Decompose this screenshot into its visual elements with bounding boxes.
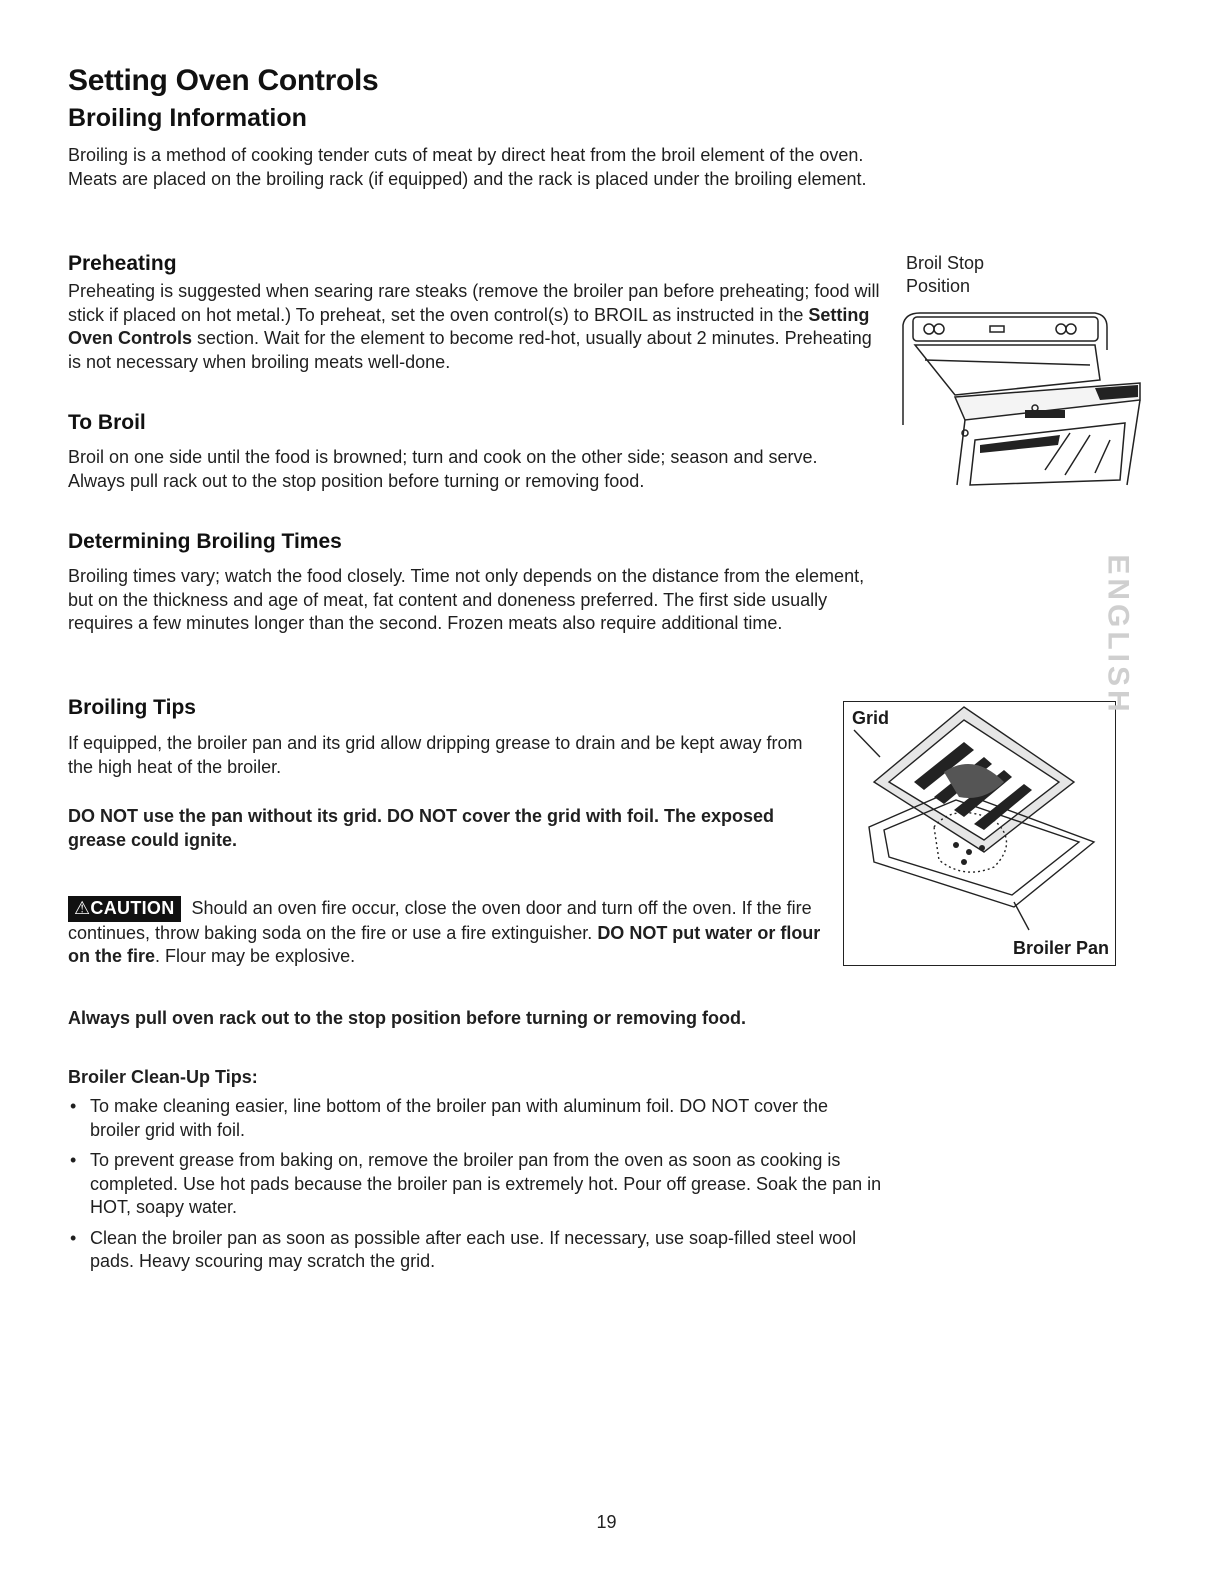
oven-figure-caption: Broil Stop Position xyxy=(906,253,985,296)
section-title: Broiling Information xyxy=(68,104,307,132)
cleanup-list xyxy=(68,1095,883,1281)
always-pull-note: Always pull oven rack out to the stop position before turning or removing food. xyxy=(68,1008,747,1028)
determining-paragraph: Broiling times vary; watch the food closely. Time not only depends on the distance from the element, but on the thickness and age of meat, fat content and doneness preferred. The first side usually requires a few minutes longer than the second. Frozen meats also require additional time. xyxy=(68,566,865,633)
page-number: 19 xyxy=(596,1512,617,1532)
preheating-heading: Preheating xyxy=(68,252,177,275)
broiler-pan-illustration xyxy=(844,702,1115,965)
cleanup-heading: Broiler Clean-Up Tips: xyxy=(68,1067,258,1087)
to-broil-heading: To Broil xyxy=(68,411,146,434)
cleanup-item: • Clean the broiler pan as soon as possible after each use. If necessary, use soap-filled steel wool pads. Heavy scouring may scratch the grid. xyxy=(70,1227,857,1271)
intro-paragraph: Broiling is a method of cooking tender cuts of meat by direct heat from the broil element of the oven. Meats are placed on the broiling rack (if equipped) and the rack is placed under the broiling element. xyxy=(68,145,867,189)
broiling-tips-heading: Broiling Tips xyxy=(68,696,196,719)
oven-illustration xyxy=(895,305,1145,490)
broiler-pan-label: Broiler Pan xyxy=(1012,938,1109,958)
caution-badge: ⚠CAUTION xyxy=(68,896,181,922)
to-broil-paragraph: Broil on one side until the food is browned; turn and cook on the other side; season and serve. Always pull rack out to the stop position before turning or removing food. xyxy=(68,447,818,491)
language-tab: ENGLISH xyxy=(1102,554,1136,716)
grid-warning: DO NOT use the pan without its grid. DO NOT cover the grid with foil. The exposed grease could ignite. xyxy=(68,806,775,850)
determining-heading: Determining Broiling Times xyxy=(68,530,342,553)
cleanup-item: • To make cleaning easier, line bottom of the broiler pan with aluminum foil. DO NOT cover the broiler grid with foil. xyxy=(70,1096,829,1140)
cleanup-item: • To prevent grease from baking on, remove the broiler pan from the oven as soon as cooking is completed. Use hot pads because the broiler pan is extremely hot. Pour off grease. Soak the pan in HOT, soapy water. xyxy=(70,1150,882,1217)
page-title: Setting Oven Controls xyxy=(68,64,379,97)
broiler-pan-figure xyxy=(843,701,1116,966)
preheating-paragraph: Preheating is suggested when searing rare steaks (remove the broiler pan before preheating; food will stick if placed on hot metal.) To preheat, set the oven control(s) to BROIL as instructed in the Setting Oven Controls section. Wait for the element to become red-hot, usually about 2 minutes. Preheating is not necessary when broiling meats well-done. xyxy=(68,281,880,372)
caution-paragraph: ⚠CAUTION Should an oven fire occur, close the oven door and turn off the oven. If the fire continues, throw baking soda on the fire or use a fire extinguisher. DO NOT put water or flour on the fire. Flour may be explosive. xyxy=(68,898,821,966)
grid-label: Grid xyxy=(852,708,890,728)
broiling-tips-paragraph: If equipped, the broiler pan and its grid allow dripping grease to drain and be kept away from the high heat of the broiler. xyxy=(68,733,803,777)
